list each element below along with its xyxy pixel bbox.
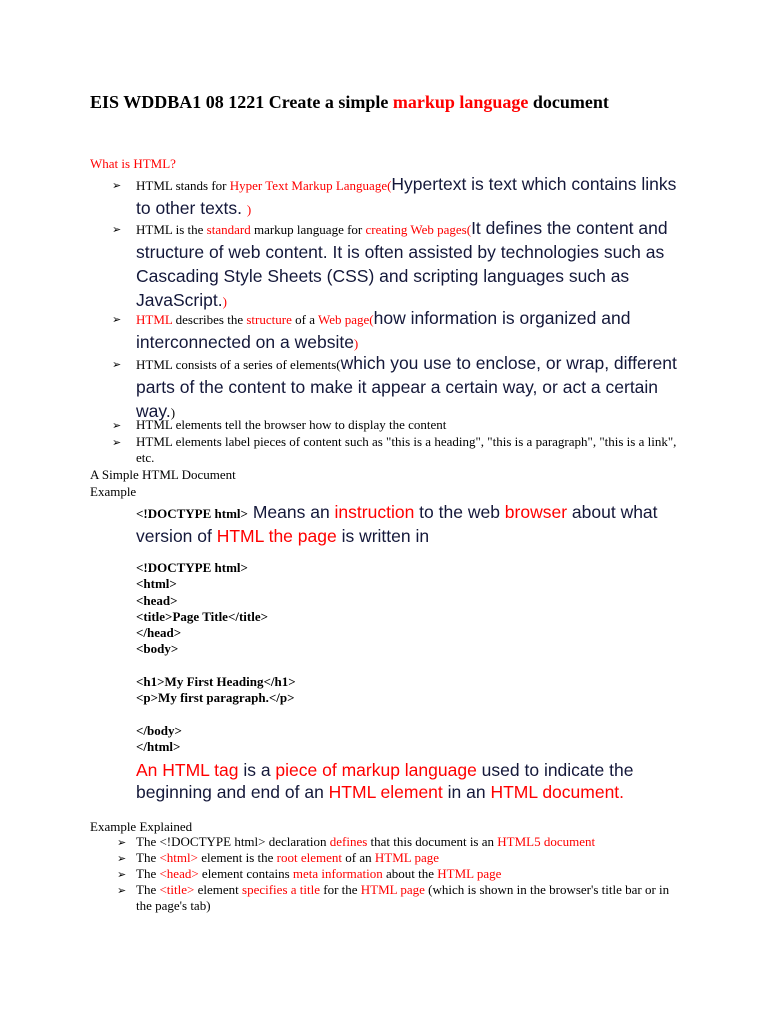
section-heading-simple-html: A Simple HTML Document (90, 467, 236, 482)
code-line: <!DOCTYPE html> (136, 560, 248, 575)
html-tag-definition: An HTML tag is a piece of markup language used to indicate the beginning and end of an HTML element in an HTML document. (136, 760, 634, 802)
code-line (136, 658, 296, 674)
code-line: <title>Page Title</title> (136, 608, 269, 624)
list-item: HTML elements label pieces of content such as "this is a heading", "this is a paragraph", "this is a link", etc. (136, 434, 677, 465)
title-suffix: document (528, 92, 609, 112)
list-item: The <title> element specifies a title for the HTML page (which is shown in the browser's title bar or in the page's tab) (136, 882, 670, 913)
arrow-bullet-icon: ➢ (117, 853, 127, 865)
list-item: HTML consists of a series of elements(which you use to enclose, or wrap, different parts of the content to make it appear a certain way, or act a certain way.) (136, 353, 677, 421)
doctype-explanation: <!DOCTYPE html> Means an instruction to the web browser about what version of HTML the page is written in (136, 502, 658, 546)
arrow-bullet-icon: ➢ (112, 420, 122, 432)
section-heading-what-is-html: What is HTML? (90, 156, 176, 171)
title-prefix: EIS WDDBA1 08 1221 Create a simple (90, 92, 393, 112)
list-item: HTML stands for Hyper Text Markup Language(Hypertext is text which contains links to other texts. ) (136, 174, 677, 218)
title-highlight: markup language (392, 92, 529, 112)
arrow-bullet-icon: ➢ (117, 869, 127, 881)
list-item: The <!DOCTYPE html> declaration defines that this document is an HTML5 document (136, 834, 596, 849)
list-item: HTML is the standard markup language for creating Web pages(It defines the content and structure of web content. It is often assisted by technologies such as Cascading Style Sheets (CSS) and scripting languages such as JavaScript.) (136, 218, 668, 310)
code-line: <head> (136, 592, 178, 608)
code-line: </body> (136, 722, 182, 738)
code-line: <body> (136, 641, 179, 657)
code-line: </html> (136, 739, 181, 755)
code-example (136, 560, 296, 756)
arrow-bullet-icon: ➢ (112, 359, 122, 371)
code-line: <p>My first paragraph.</p> (136, 690, 295, 706)
list-item: The <head> element contains meta information about the HTML page (136, 866, 502, 881)
code-line: <h1>My First Heading</h1> (136, 674, 296, 690)
code-line: </head> (136, 625, 182, 641)
page-title (90, 92, 609, 113)
code-line (136, 707, 296, 723)
arrow-bullet-icon: ➢ (112, 437, 122, 449)
section-heading-example-explained: Example Explained (90, 819, 193, 834)
list-item: The <html> element is the root element of an HTML page (136, 850, 440, 865)
list-item: HTML elements tell the browser how to display the content (136, 417, 447, 432)
example-label: Example (90, 484, 137, 499)
arrow-bullet-icon: ➢ (112, 314, 122, 326)
list-item: HTML describes the structure of a Web page(how information is organized and interconnected on a website) (136, 308, 631, 352)
arrow-bullet-icon: ➢ (112, 180, 122, 192)
arrow-bullet-icon: ➢ (117, 837, 127, 849)
arrow-bullet-icon: ➢ (117, 885, 127, 897)
arrow-bullet-icon: ➢ (112, 224, 122, 236)
code-line: <html> (136, 576, 177, 592)
